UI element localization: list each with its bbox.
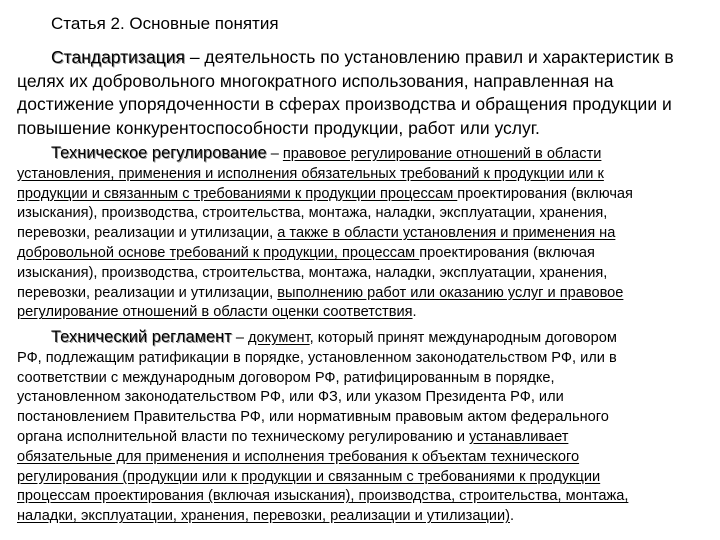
definition-line: повышение конкурентоспособности продукции, работ или услуг. xyxy=(17,117,540,138)
definition-text: органа исполнительной власти по техническому регулированию и xyxy=(17,428,470,445)
definition-line xyxy=(17,244,709,264)
definition-text: проектирования (включая xyxy=(419,244,595,261)
definition-line xyxy=(17,144,709,165)
definition-line xyxy=(17,185,709,205)
hyperlink[interactable]: процессам проектирования (включая изыскания), производства, строительства, монтажа, xyxy=(17,488,629,505)
definition-text: проектирования (включая xyxy=(457,185,633,202)
definition-technical-reglament xyxy=(17,328,709,527)
term-standardization: Стандартизация xyxy=(51,47,185,67)
definition-text: . xyxy=(509,508,515,525)
hyperlink[interactable]: выполнению работ или оказанию услуг и правовое xyxy=(277,284,624,301)
definition-text: . xyxy=(412,304,417,321)
definition-line: достижение упорядоченности в сферах производства и обращения продукции и xyxy=(17,94,672,114)
definition-line: установленном законодательством РФ, или ФЗ, или указом Президента РФ, или xyxy=(17,389,564,406)
definition-line xyxy=(17,303,709,323)
definition-standardization xyxy=(17,46,709,140)
definition-text: – xyxy=(266,146,283,162)
definition-text: – xyxy=(231,330,249,346)
definition-text: – деятельность по установлению правил и характеристик в xyxy=(184,47,674,67)
term-technical-regulation: Техническое регулирование xyxy=(51,144,267,162)
hyperlink[interactable]: правовое регулирование отношений в области xyxy=(282,146,602,162)
hyperlink[interactable]: обязательные для применения и исполнения требования к объектам технического xyxy=(17,448,580,465)
hyperlink[interactable]: регулирования (продукции или к продукции и связанным с требованиями к продукции xyxy=(17,468,601,485)
definition-line: РФ, подлежащим ратификации в порядке, установленном законодательством РФ, или в xyxy=(17,349,617,366)
page-title: Статья 2. Основные понятия xyxy=(51,14,279,33)
definition-line: изыскания), производства, строительства, монтажа, наладки, эксплуатации, хранения, xyxy=(17,264,608,281)
hyperlink[interactable]: продукции и связанным с требованиями к продукции процессам xyxy=(17,185,458,202)
definition-line xyxy=(17,224,709,244)
definition-line xyxy=(17,428,709,448)
definition-line: постановлением Правительства РФ, или нормативным правовым актом федерального xyxy=(17,409,609,426)
definition-line: целях их добровольного многократного использования, направленная на xyxy=(17,70,614,91)
definition-text: перевозки, реализации и утилизации, xyxy=(17,284,278,301)
definition-line xyxy=(17,507,709,527)
definition-line: соответствии с международным договором РФ, ратифицированным в порядке, xyxy=(17,369,555,386)
hyperlink[interactable]: устанавливает xyxy=(469,428,569,445)
definition-line xyxy=(17,46,709,70)
term-technical-reglament: Технический регламент xyxy=(51,328,232,346)
definition-line: изыскания), производства, строительства, монтажа, наладки, эксплуатации, хранения, xyxy=(17,205,608,222)
definition-line xyxy=(17,328,709,349)
definition-technical-regulation xyxy=(17,144,709,323)
definition-line xyxy=(17,284,709,304)
hyperlink[interactable]: а также в области установления и применения на xyxy=(277,225,616,242)
hyperlink[interactable]: добровольной основе требований к продукции, процессам xyxy=(17,244,420,261)
hyperlink[interactable]: установления, применения и исполнения обязательных требований к продукции или к xyxy=(17,165,604,182)
hyperlink[interactable]: наладки, эксплуатации, хранения, перевозки, реализации и утилизации) xyxy=(17,508,510,525)
definition-text: , который принят международным договором xyxy=(309,330,617,346)
hyperlink[interactable]: документ xyxy=(248,330,310,346)
definition-text: перевозки, реализации и утилизации, xyxy=(17,225,278,242)
hyperlink[interactable]: регулирование отношений в области оценки соответствия xyxy=(17,304,413,321)
